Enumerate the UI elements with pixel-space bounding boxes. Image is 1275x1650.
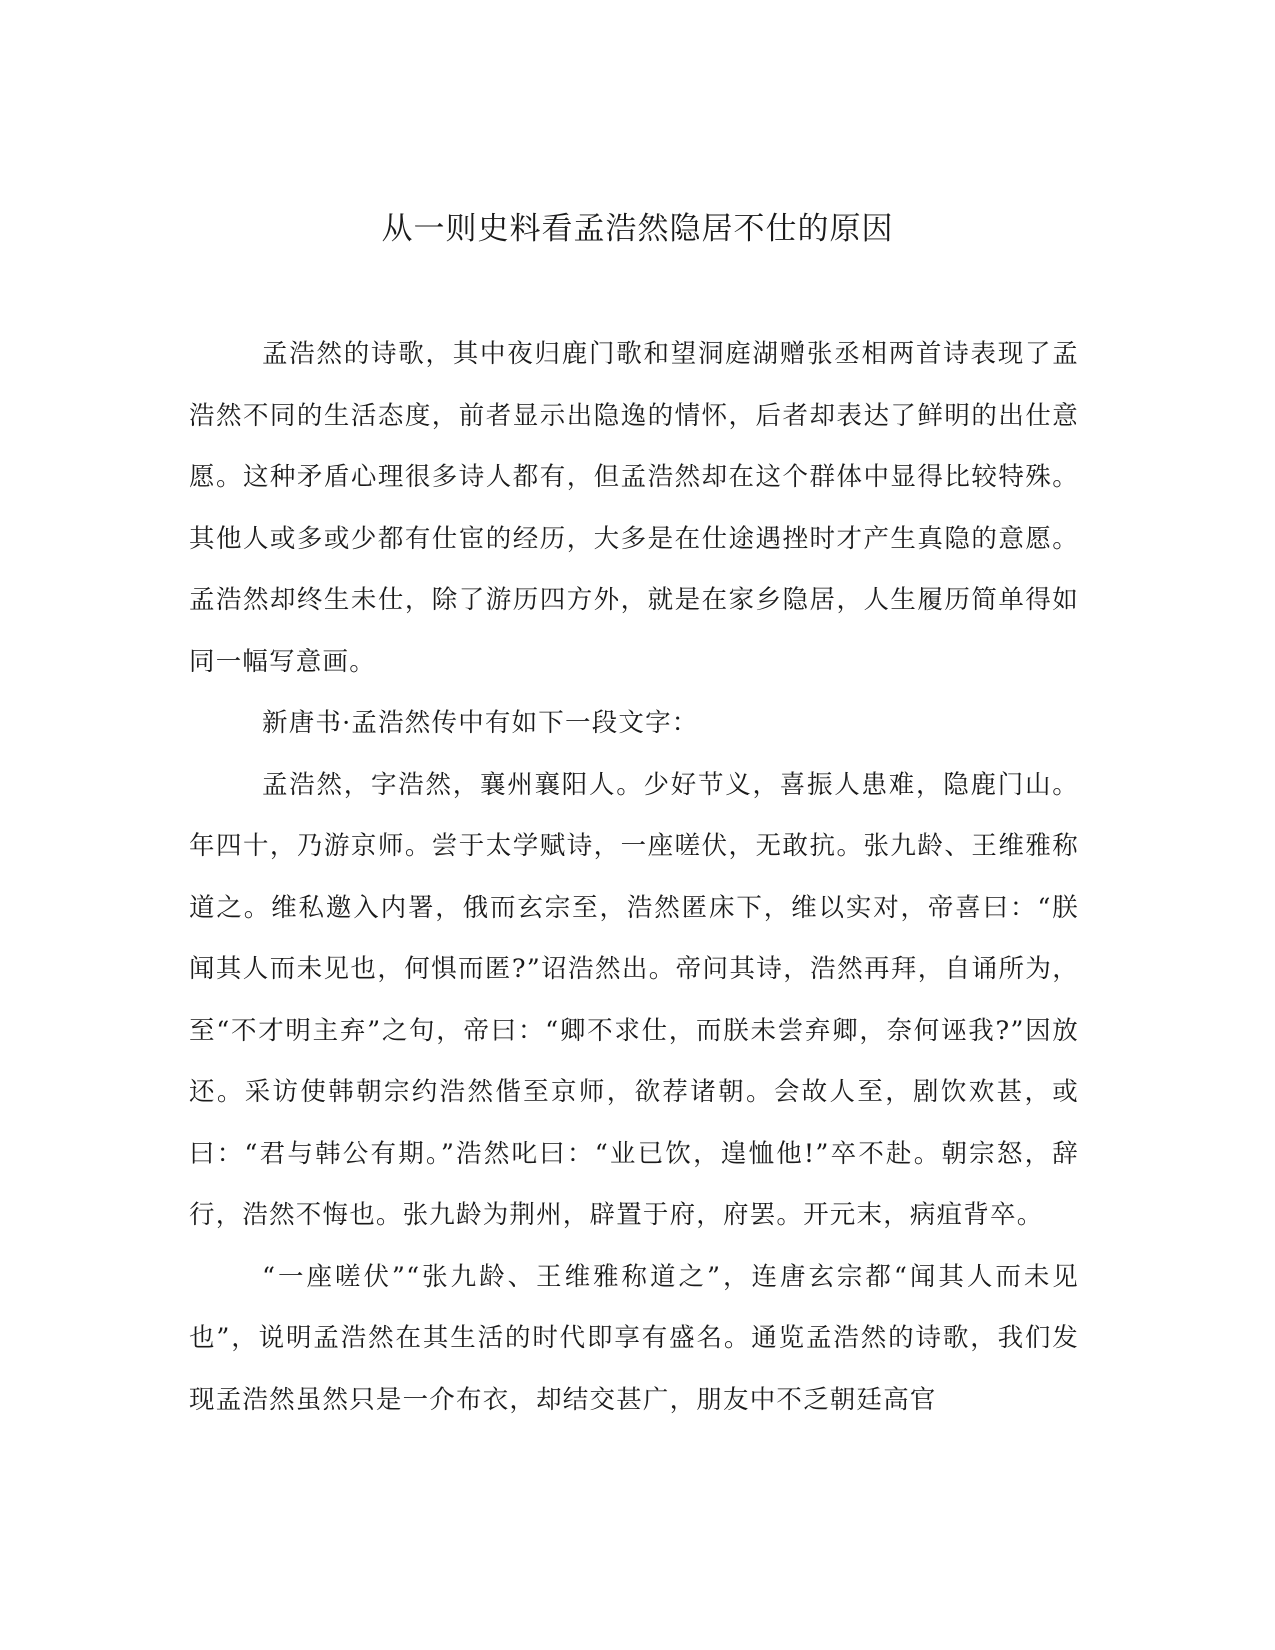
paragraph-quotation: 孟浩然，字浩然，襄州襄阳人。少好节义，喜振人患难，隐鹿门山。年四十，乃游京师。尝于太学赋诗，一座嗟伏，无敢抗。张九龄、王维雅称道之。维私邀入内署，俄而玄宗至，浩然匿床下，维以实对，帝喜曰：“朕闻其人而未见也，何惧而匿?”诏浩然出。帝问其诗，浩然再拜，自诵所为，至“不才明主弃”之句，帝曰：“卿不求仕，而朕未尝弃卿，奈何诬我?”因放还。采访使韩朝宗约浩然偕至京师，欲荐诸朝。会故人至，剧饮欢甚，或曰：“君与韩公有期。”浩然叱曰：“业已饮，遑恤他!”卒不赴。朝宗怒，辞行，浩然不悔也。张九龄为荆州，辟置于府，府罢。开元末，病疽背卒。 [189, 769, 1079, 1230]
paragraph-intro: 孟浩然的诗歌，其中夜归鹿门歌和望洞庭湖赠张丞相两首诗表现了孟浩然不同的生活态度，前者显示出隐逸的情怀，后者却表达了鲜明的出仕意愿。这种矛盾心理很多诗人都有，但孟浩然却在这个群体中显得比较特殊。其他人或多或少都有仕宦的经历，大多是在仕途遇挫时才产生真隐的意愿。孟浩然却终生未仕，除了游历四方外，就是在家乡隐居，人生履历简单得如同一幅写意画。 [189, 339, 1079, 677]
document-body [189, 324, 1079, 1431]
paragraph-analysis: “一座嗟伏”“张九龄、王维雅称道之”，连唐玄宗都“闻其人而未见也”，说明孟浩然在其生活的时代即享有盛名。通览孟浩然的诗歌，我们发现孟浩然虽然只是一介布衣，却结交甚广，朋友中不乏朝廷高官 [189, 1261, 1079, 1415]
paragraph-source-lead: 新唐书·孟浩然传中有如下一段文字： [262, 708, 699, 738]
document-title: 从一则史料看孟浩然隐居不仕的原因 [381, 211, 894, 247]
